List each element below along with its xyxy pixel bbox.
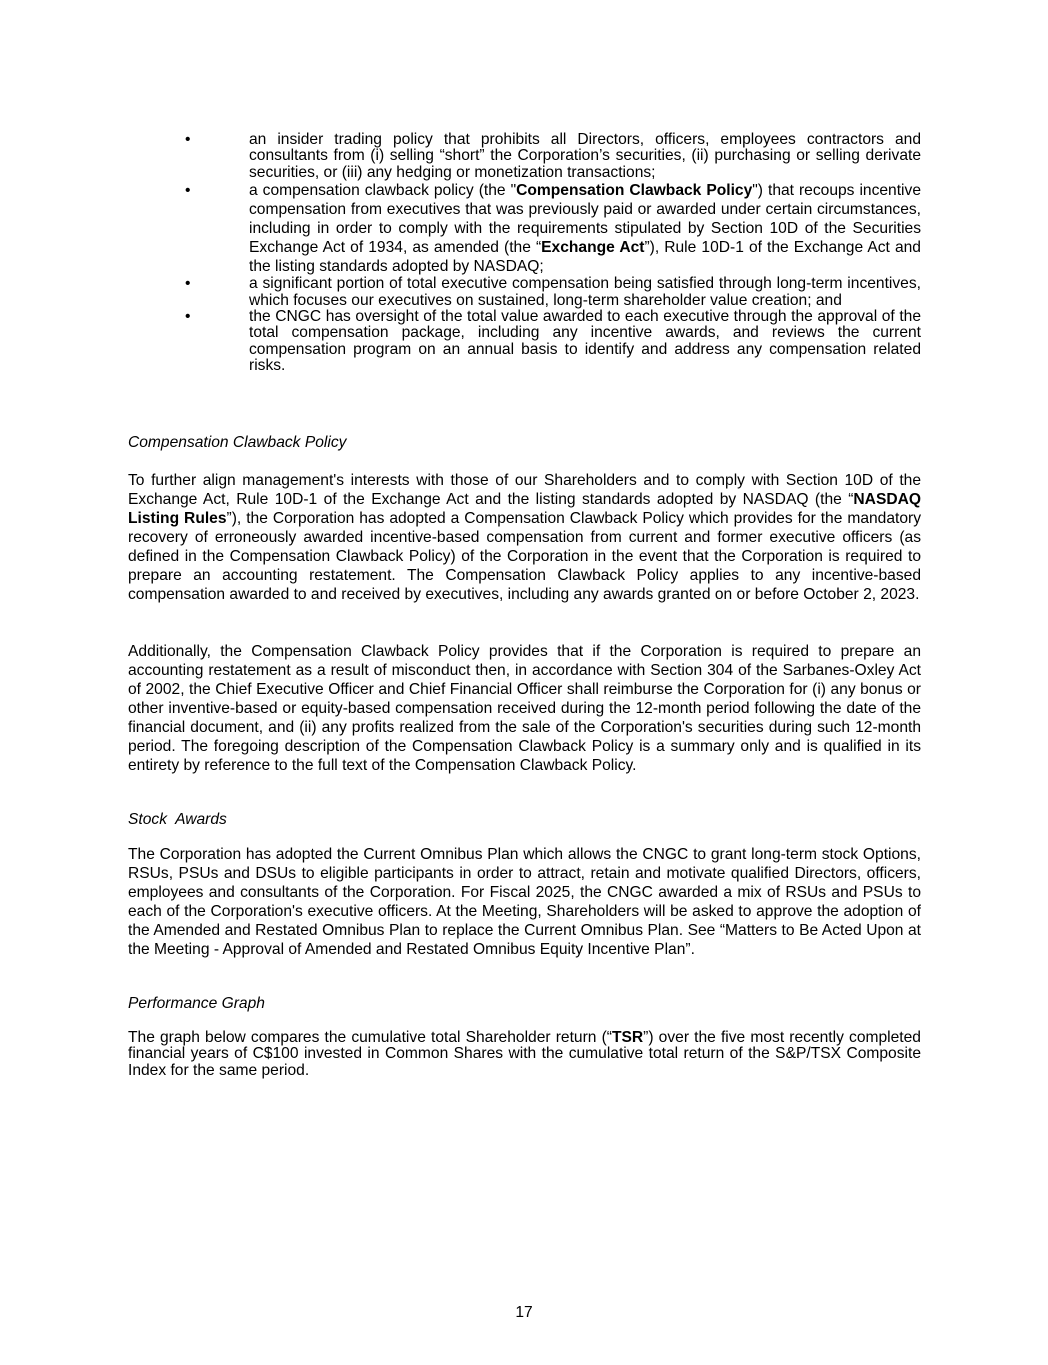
clawback-heading: Compensation Clawback Policy [128, 434, 347, 451]
bullet-text: ”), Rule 10D-1 of the Exchange Act and the listing standards adopted by NASDAQ; [249, 239, 921, 276]
defined-term: Exchange Act [541, 239, 645, 257]
bullet-text: ") that recoups incentive compensation from executives that was previously paid or awarded under certain circumstances, including in order to comply with the requirements stipulated by Section 10D of the Securities Exchange Act of 1934, as amended (the “ [249, 182, 921, 257]
bullet-insider-trading [185, 132, 921, 181]
bullet-list [185, 132, 921, 375]
stock-awards-heading: Stock Awards [128, 811, 227, 828]
bullet-marker: • [185, 131, 191, 148]
clawback-paragraph-1 [128, 471, 921, 604]
bullet-text: a compensation clawback policy (the " [249, 182, 517, 200]
defined-term: Compensation Clawback Policy [516, 182, 753, 200]
bullet-text: the CNGC has oversight of the total value awarded to each executive through the approval of the total compensation package, including any incentive awards, and reviews the current compensation program on an annual basis to identify and address any compensation related risks. [249, 308, 921, 375]
paragraph-text: ”) over the five most recently completed financial years of C$100 invested in Common Shares with the cumulative total return of the S&P/TSX Composite Index for the same period. [128, 1029, 921, 1079]
bullet-marker: • [185, 275, 191, 293]
bullet-text: an insider trading policy that prohibits all Directors, officers, employees contractors and consultants from (i) selling “short” the Corporation’s securities, (ii) purchasing or selling derivate securities, or (iii) any hedging or monetization transactions; [249, 131, 921, 181]
bullet-long-term-incentives [185, 276, 921, 309]
defined-term: NASDAQ Listing Rules [128, 491, 921, 527]
paragraph-text: ”), the Corporation has adopted a Compensation Clawback Policy which provides for the mandatory recovery of erroneously awarded incentive-based compensation from current and former executive officers (as defined in the Compensation Clawback Policy) of the Corporation in the event that the Corporation is required to prepare an accounting restatement. The Compensation Clawback Policy applies to any incentive-based compensation awarded to and received by executives, including any awards granted on or before October 2, 2023. [128, 510, 922, 603]
bullet-cngc-oversight [185, 309, 921, 375]
performance-graph-heading: Performance Graph [128, 995, 265, 1012]
page-number: 17 [515, 1304, 533, 1321]
bullet-text: a significant portion of total executive compensation being satisfied through long-term incentives, which focuses our executives on sustained, long-term shareholder value creation; and [249, 275, 921, 309]
stock-awards-paragraph: The Corporation has adopted the Current Omnibus Plan which allows the CNGC to grant long-term stock Options, RSUs, PSUs and DSUs to eligible participants in order to attract, retain and motivate qualified Directors, officers, employees and consultants of the Corporation. For Fiscal 2025, the CNGC awarded a mix of RSUs and PSUs to each of the Corporation's executive officers. At the Meeting, Shareholders will be asked to approve the adoption of the Amended and Restated Omnibus Plan to replace the Current Omnibus Plan. See “Matters to Be Acted Upon at the Meeting - Approval of Amended and Restated Omnibus Equity Incentive Plan”. [128, 846, 921, 958]
bullet-marker: • [185, 308, 191, 326]
clawback-paragraph-2: Additionally, the Compensation Clawback Policy provides that if the Corporation is required to prepare an accounting restatement as a result of misconduct then, in accordance with Section 304 of the Sarbanes-Oxley Act of 2002, the Chief Executive Officer and Chief Financial Officer shall reimburse the Corporation for (i) any bonus or other inventive-based or equity-based compensation received during the 12-month period following the date of the financial document, and (ii) any profits realized from the sale of the Corporation's securities during such 12-month period. The foregoing description of the Compensation Clawback Policy is a summary only and is qualified in its entirety by reference to the full text of the Compensation Clawback Policy. [128, 643, 921, 774]
defined-term: TSR [611, 1029, 644, 1046]
bullet-clawback-policy [185, 181, 921, 276]
paragraph-text: To further align management's interests with those of our Shareholders and to comply with Section 10D of the Exchange Act, Rule 10D-1 of the Exchange Act and the listing standards adopted by NASDAQ (the “ [128, 472, 921, 508]
paragraph-text: The graph below compares the cumulative total Shareholder return (“ [128, 1029, 612, 1046]
performance-graph-paragraph [128, 1030, 921, 1079]
bullet-marker: • [185, 182, 191, 200]
